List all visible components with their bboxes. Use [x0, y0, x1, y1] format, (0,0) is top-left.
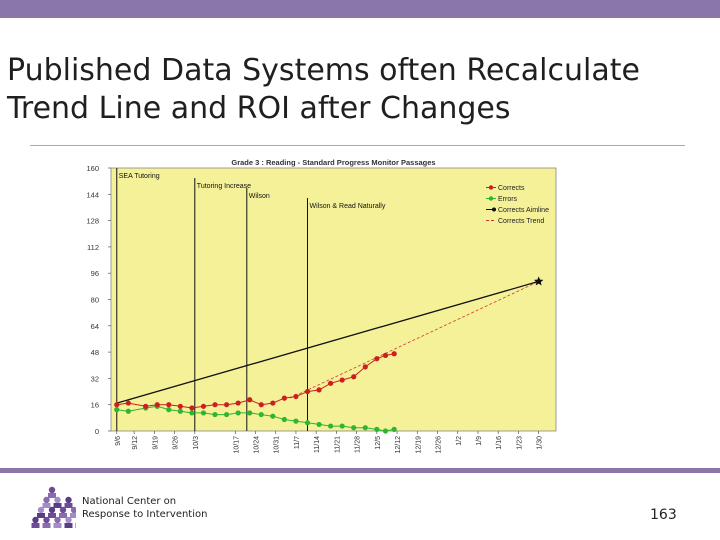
logo-figure-body: [43, 523, 51, 528]
errors-data-point: [383, 428, 388, 433]
x-tick-label: 1/30: [536, 436, 544, 450]
corrects-data-point: [328, 381, 333, 386]
corrects-data-point: [126, 400, 131, 405]
y-tick-label: 112: [87, 242, 99, 252]
logo-figure: [54, 497, 60, 503]
logo-figure: [54, 517, 60, 523]
footer-line-2: Response to Intervention: [82, 509, 208, 520]
corrects-data-point: [224, 402, 229, 407]
legend-swatch-marker: [489, 185, 493, 189]
errors-data-point: [374, 427, 379, 432]
logo-figure-body: [54, 523, 62, 528]
errors-data-point: [351, 425, 356, 430]
x-tick-label: 10/31: [273, 436, 281, 454]
progress-monitoring-chart: [75, 155, 665, 465]
x-tick-label: 9/26: [172, 436, 180, 450]
slide-title: [7, 52, 713, 128]
y-tick-label: 128: [86, 216, 99, 226]
errors-data-point: [305, 420, 310, 425]
x-tick-label: 11/14: [314, 436, 322, 453]
logo-figure-body: [48, 493, 56, 498]
x-tick-label: 12/26: [435, 436, 443, 454]
corrects-data-point: [340, 377, 345, 382]
x-tick-label: 11/7: [293, 436, 301, 450]
y-tick-label: 32: [90, 374, 99, 384]
x-tick-label: 12/19: [415, 436, 423, 454]
footer-organization: [82, 495, 207, 521]
corrects-data-point: [270, 400, 275, 405]
y-tick-label: 160: [86, 164, 99, 173]
errors-data-point: [236, 410, 241, 415]
corrects-data-point: [166, 402, 171, 407]
corrects-data-point: [236, 400, 241, 405]
corrects-data-point: [155, 402, 160, 407]
bottom-accent-bar: [0, 468, 720, 473]
errors-data-point: [270, 414, 275, 419]
legend-label: Errors: [498, 196, 518, 203]
x-tick-label: 1/16: [496, 436, 504, 450]
errors-data-point: [201, 410, 206, 415]
logo-figure: [43, 517, 49, 523]
y-tick-label: 144: [86, 190, 99, 200]
errors-data-point: [328, 423, 333, 428]
logo-figure-body: [65, 523, 73, 528]
y-tick-label: 64: [90, 321, 99, 331]
y-tick-label: 80: [90, 295, 99, 305]
logo-figure: [65, 517, 71, 523]
corrects-data-point: [212, 402, 217, 407]
footer-line-1: National Center on: [82, 496, 177, 507]
legend-label: Corrects: [498, 185, 525, 192]
x-tick-label: 9/6: [114, 436, 122, 446]
y-tick-label: 96: [90, 269, 99, 279]
corrects-data-point: [259, 402, 264, 407]
x-tick-label: 1/9: [475, 436, 483, 446]
errors-data-point: [316, 422, 321, 427]
legend-label: Corrects Trend: [498, 218, 545, 225]
errors-data-point: [178, 409, 183, 414]
corrects-data-point: [189, 405, 194, 410]
x-tick-label: 1/2: [455, 436, 463, 446]
errors-data-point: [189, 410, 194, 415]
corrects-data-point: [316, 387, 321, 392]
logo-figure-body: [59, 513, 67, 518]
legend-swatch-marker: [492, 208, 496, 212]
corrects-data-point: [374, 356, 379, 361]
x-tick-label: 12/5: [374, 436, 382, 450]
phase-label: Tutoring Increase: [196, 183, 252, 190]
errors-data-point: [114, 407, 119, 412]
legend-swatch-marker: [489, 196, 493, 200]
logo-figure-body: [54, 503, 62, 508]
page-number: 163: [650, 507, 677, 523]
errors-data-point: [247, 410, 252, 415]
x-tick-label: 10/24: [253, 436, 261, 454]
logo-figure-body: [32, 523, 40, 528]
x-tick-label: 10/3: [192, 436, 200, 450]
errors-data-point: [392, 427, 397, 432]
y-tick-label: 16: [90, 400, 99, 410]
logo-figure: [65, 497, 71, 503]
errors-data-point: [340, 423, 345, 428]
x-tick-label: 10/17: [233, 436, 241, 454]
corrects-data-point: [305, 389, 310, 394]
errors-data-point: [166, 407, 171, 412]
errors-data-point: [224, 412, 229, 417]
corrects-data-point: [247, 397, 252, 402]
y-tick-label: 0: [94, 427, 99, 436]
corrects-data-point: [392, 351, 397, 356]
corrects-data-point: [293, 394, 298, 399]
corrects-data-point: [114, 402, 119, 407]
errors-data-point: [259, 412, 264, 417]
logo-figure: [32, 517, 38, 523]
logo-figure: [60, 507, 66, 513]
x-tick-label: 9/19: [152, 436, 160, 450]
x-tick-label: 11/28: [354, 436, 362, 453]
y-tick-label: 48: [90, 348, 99, 358]
phase-label: SEA Tutoring: [118, 173, 160, 180]
legend-label: Corrects Aimline: [498, 207, 549, 214]
chart-title: Grade 3 : Reading - Standard Progress Monitor Passages: [231, 158, 436, 167]
logo-figure: [38, 507, 44, 513]
errors-data-point: [293, 419, 298, 424]
logo-figure-body: [48, 513, 56, 518]
x-tick-label: 11/21: [334, 436, 342, 453]
logo-figure-body: [76, 523, 77, 528]
slide-title-line-2: Trend Line and ROI after Changes: [7, 91, 511, 126]
corrects-data-point: [178, 404, 183, 409]
corrects-data-point: [363, 364, 368, 369]
corrects-data-point: [201, 404, 206, 409]
logo-figure: [49, 487, 55, 493]
logo-figure-body: [70, 513, 76, 518]
phase-label: Wilson: [248, 193, 270, 200]
logo-figure: [49, 507, 55, 513]
top-accent-bar: [0, 0, 720, 18]
errors-data-point: [212, 412, 217, 417]
x-tick-label: 9/12: [132, 436, 140, 450]
x-tick-label: 1/23: [516, 436, 524, 450]
errors-data-point: [126, 409, 131, 414]
logo-figure-body: [37, 513, 45, 518]
slide-title-line-1: Published Data Systems often Recalculate: [7, 53, 640, 88]
corrects-data-point: [143, 404, 148, 409]
x-tick-label: 12/12: [395, 436, 403, 454]
logo-figure: [43, 497, 49, 503]
phase-label: Wilson & Read Naturally: [309, 203, 386, 210]
errors-data-point: [363, 425, 368, 430]
corrects-data-point: [282, 396, 287, 401]
ncrti-logo: [28, 486, 76, 530]
errors-data-point: [282, 417, 287, 422]
corrects-data-point: [351, 374, 356, 379]
corrects-data-point: [383, 353, 388, 358]
logo-figure-body: [43, 503, 51, 508]
title-divider: [30, 145, 685, 146]
logo-figure-body: [65, 503, 73, 508]
